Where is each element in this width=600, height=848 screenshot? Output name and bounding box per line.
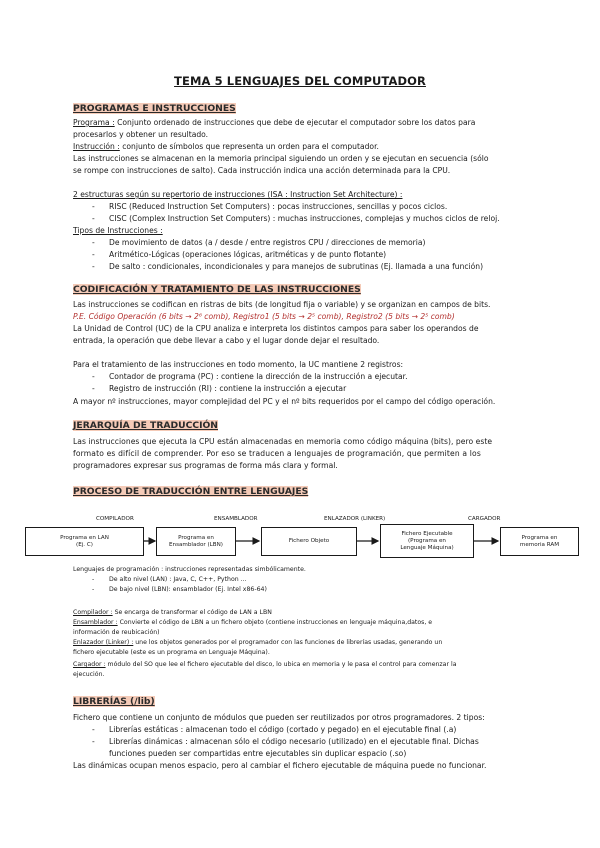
box-fichero-objeto: Fichero Objeto bbox=[261, 527, 357, 556]
list-item: - De bajo nivel (LBN): ensamblador (Ej. Intel x86-64) bbox=[92, 586, 267, 593]
isa-line: 2 estructuras según su repertorio de instrucciones (ISA : Instruction Set Architecture) : bbox=[73, 190, 403, 199]
programa-definition: Programa : Conjunto ordenado de instrucciones que debe de ejecutar el computador sobre los datos para bbox=[73, 118, 476, 127]
list-item: - CISC (Complex Instruction Set Computers) : muchas instrucciones, complejas y muchos ciclos de reloj. bbox=[92, 214, 500, 223]
stage-label-cargador: CARGADOR bbox=[468, 516, 501, 522]
list-item: - De alto nivel (LAN) : Java, C, C++, Python ... bbox=[92, 576, 247, 583]
programa-definition-cont: procesarlos y obtener un resultado. bbox=[73, 130, 209, 139]
def-enlazador-cont: fichero ejecutable (este es un programa en Lenguaje Máquina). bbox=[73, 649, 270, 656]
section-heading-programas: PROGRAMAS E INSTRUCCIONES bbox=[73, 103, 236, 114]
list-item: - Contador de programa (PC) : contiene la dirección de la instrucción a ejecutar. bbox=[92, 372, 408, 381]
list-item: - De salto : condicionales, incondicionales y para manejos de subrutinas (Ej. llamada a una función) bbox=[92, 262, 484, 271]
paragraph-line: La Unidad de Control (UC) de la CPU analiza e interpreta los distintos campos para saber los operandos de bbox=[73, 324, 479, 333]
list-item: - Registro de instrucción (RI) : contiene la instrucción a ejecutar bbox=[92, 384, 347, 393]
paragraph-line: Las instrucciones que ejecuta la CPU están almacenadas en memoria como código máquina (bits), pero este bbox=[73, 437, 493, 446]
def-cargador-cont: ejecución. bbox=[73, 671, 105, 678]
section-heading-proceso: PROCESO DE TRADUCCIÓN ENTRE LENGUAJES bbox=[73, 486, 309, 497]
stage-label-ensamblador: ENSAMBLADOR bbox=[214, 516, 258, 522]
def-ensamblador: Ensamblador : Convierte el código de LBN a un fichero objeto (contiene instrucciones en lenguaje máquina,datos, e bbox=[73, 619, 433, 626]
paragraph-line: Las instrucciones se almacenan en la memoria principal siguiendo un orden y se ejecutan en secuencia (sólo bbox=[73, 154, 489, 163]
paragraph-line: Las dinámicas ocupan menos espacio, pero al cambiar el fichero ejecutable de máquina puede no funcionar. bbox=[73, 761, 487, 770]
box-programa-ensamblador: Programa en Ensamblador (LBN) bbox=[156, 527, 236, 556]
section-heading-librerias: LIBRERÍAS (/lib) bbox=[73, 696, 155, 707]
list-item: - Aritmético-Lógicas (operaciones lógicas, aritméticas y de punto flotante) bbox=[92, 250, 387, 259]
list-item: - De movimiento de datos (a / desde / entre registros CPU / direcciones de memoria) bbox=[92, 238, 426, 247]
list-item: - RISC (Reduced Instruction Set Computers) : pocas instrucciones, sencillas y pocos ciclos. bbox=[92, 202, 448, 211]
section-heading-codificacion: CODIFICACIÓN Y TRATAMIENTO DE LAS INSTRUCCIONES bbox=[73, 284, 361, 295]
section-heading-jerarquia: JERARQUÍA DE TRADUCCIÓN bbox=[73, 420, 218, 431]
paragraph-line: programadores expresar sus programas de forma más clara y formal. bbox=[73, 461, 338, 470]
def-enlazador: Enlazador (Linker) : une los objetos generados por el programador con las funciones de librerías usadas, generando un bbox=[73, 639, 443, 646]
paragraph-line: formato es difícil de comprender. Por eso se traducen a lenguajes de programación, que permiten a los bbox=[73, 449, 481, 458]
paragraph-line: Fichero que contiene un conjunto de módulos que pueden ser reutilizados por otros programadores. 2 tipos: bbox=[73, 713, 485, 722]
page-title: TEMA 5 LENGUAJES DEL COMPUTADOR bbox=[174, 74, 426, 88]
stage-label-compilador: COMPILADOR bbox=[96, 516, 134, 522]
def-ensamblador-cont: información de reubicación) bbox=[73, 629, 160, 636]
box-programa-ram: Programa en memoria RAM bbox=[500, 527, 579, 556]
box-programa-lan: Programa en LAN (Ej. C) bbox=[25, 527, 144, 556]
paragraph-line: entrada, la operación que debe llevar a cabo y el lugar donde dejar el resultado. bbox=[73, 336, 380, 345]
list-item-cont: funciones pueden ser compartidas entre ejecutables sin duplicar espacio (.so) bbox=[109, 749, 407, 758]
def-compilador: Compilador : Se encarga de transformar el código de LAN a LBN bbox=[73, 609, 272, 616]
tipos-line: Tipos de Instrucciones : bbox=[73, 226, 163, 235]
def-cargador: Cargador : módulo del SO que lee el fichero ejecutable del disco, lo ubica en memoria y le pasa el control para comenzar la bbox=[73, 661, 457, 668]
instruccion-definition: Instrucción : conjunto de símbolos que representa un orden para el computador. bbox=[73, 142, 379, 151]
example-line: P.E. Código Operación (6 bits → 2⁶ comb), Registro1 (5 bits → 2⁵ comb), Registro2 (5 bits → 2⁵ comb) bbox=[73, 312, 455, 321]
paragraph-line: A mayor nº instrucciones, mayor complejidad del PC y el nº bits requeridos por el campo del código operación. bbox=[73, 397, 496, 406]
paragraph-line: Las instrucciones se codifican en ristras de bits (de longitud fija o variable) y se organizan en campos de bits. bbox=[73, 300, 491, 309]
box-fichero-ejecutable: Fichero Ejecutable (Programa en Lenguaje Máquina) bbox=[380, 524, 474, 558]
paragraph-line: Para el tratamiento de las instrucciones en todo momento, la UC mantiene 2 registros: bbox=[73, 360, 404, 369]
paragraph-line: se rompe con instrucciones de salto). Cada instrucción indica una acción determinada para la CPU. bbox=[73, 166, 451, 175]
lenguajes-line: Lenguajes de programación : instrucciones representadas simbólicamente. bbox=[73, 566, 306, 573]
list-item: - Librerías dinámicas : almacenan sólo el código necesario (utilizado) en el ejecutable final. Dichas bbox=[92, 737, 479, 746]
list-item: - Librerías estáticas : almacenan todo el código (cortado y pegado) en el ejecutable final (.a) bbox=[92, 725, 457, 734]
stage-label-enlazador: ENLAZADOR (LINKER) bbox=[324, 516, 386, 522]
